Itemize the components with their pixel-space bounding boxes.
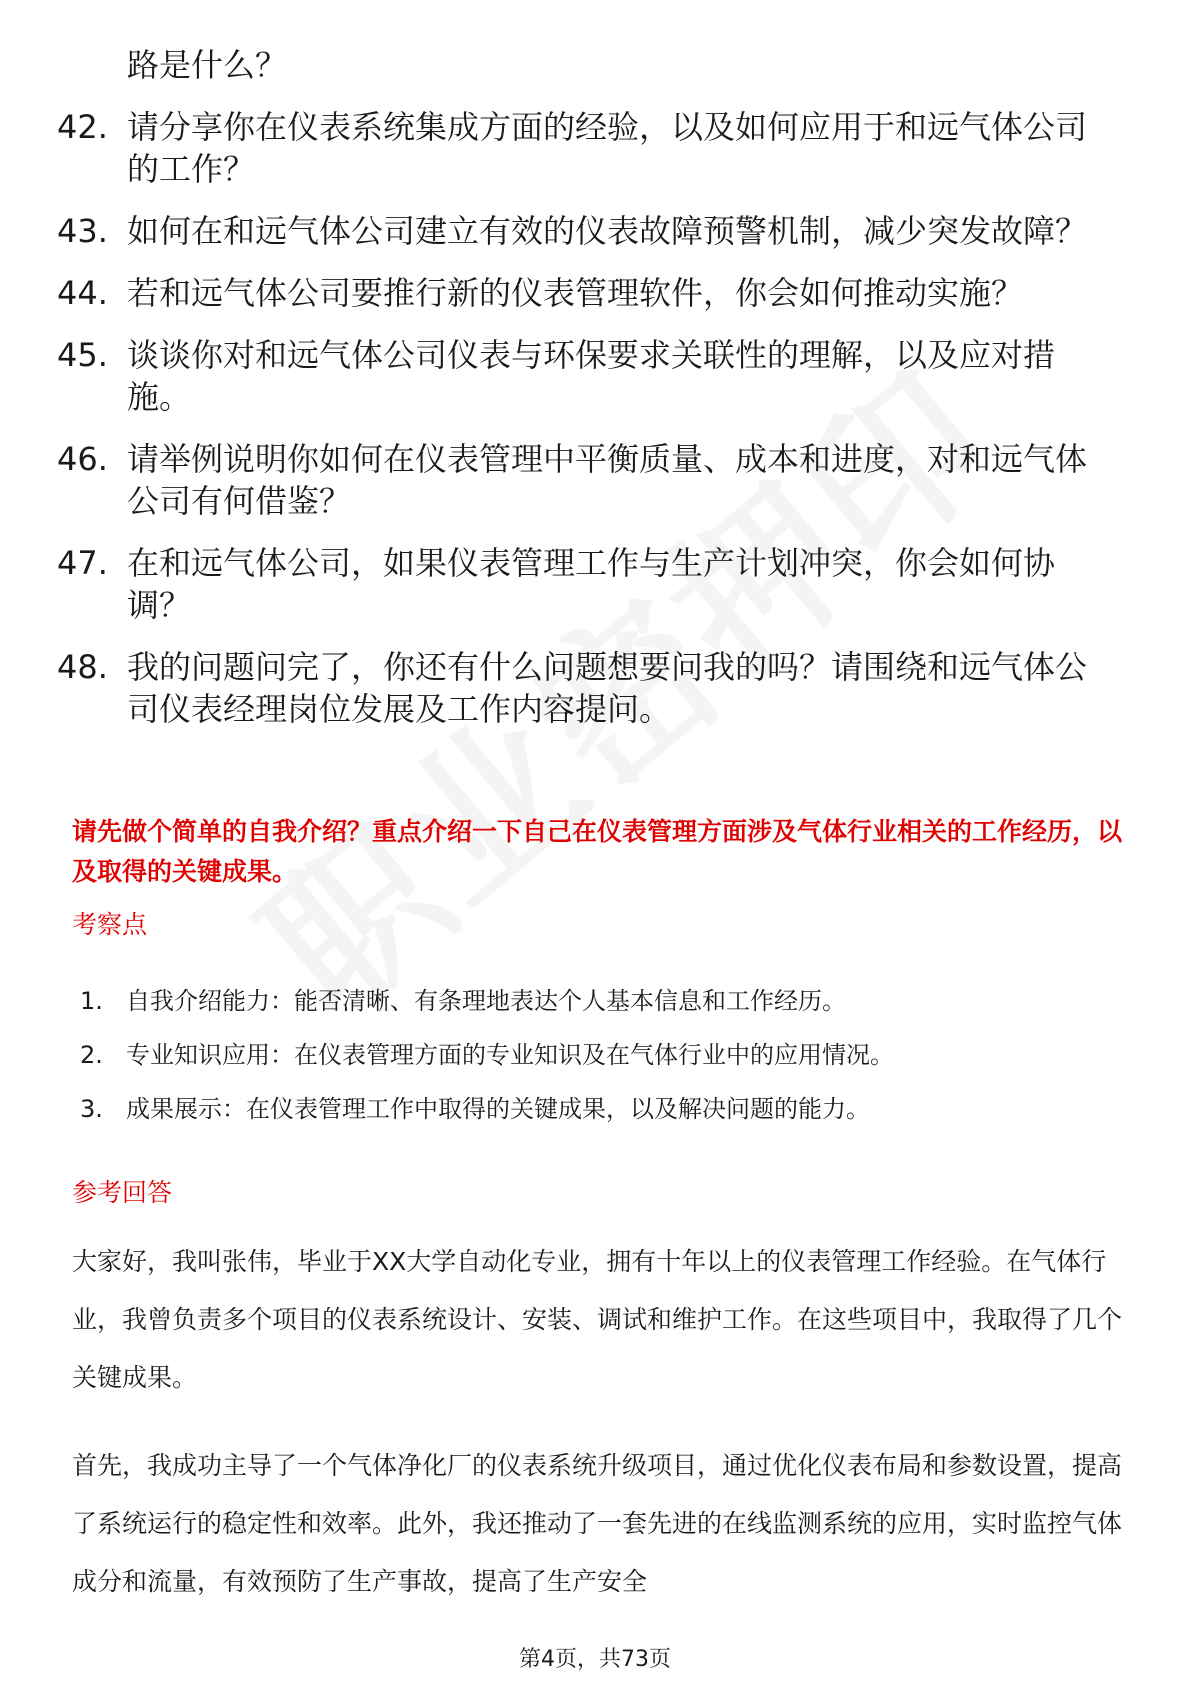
question-number: 47. bbox=[57, 544, 108, 582]
page-footer: 第4页，共73页 bbox=[519, 1647, 671, 1672]
list-item bbox=[80, 985, 1120, 1017]
list-item bbox=[57, 44, 1117, 86]
question-number: 45. bbox=[57, 336, 108, 374]
answer-paragraph: 大家好，我叫张伟，毕业于XX大学自动化专业，拥有十年以上的仪表管理工作经验。在气体行业，我曾负责多个项目的仪表系统设计、安装、调试和维护工作。在这些项目中，我取得了几个关键成果。 bbox=[72, 1247, 1123, 1392]
point-number: 2. bbox=[80, 1041, 103, 1069]
featured-question: 请先做个简单的自我介绍？重点介绍一下自己在仪表管理方面涉及气体行业相关的工作经历，以及取得的关键成果。 bbox=[72, 817, 1123, 886]
list-item bbox=[57, 106, 1117, 190]
question-text: 在和远气体公司，如果仪表管理工作与生产计划冲突，你会如何协调？ bbox=[127, 544, 1056, 624]
question-text: 路是什么？ bbox=[127, 46, 288, 84]
question-text: 我的问题问完了，你还有什么问题想要问我的吗？请围绕和远气体公司仪表经理岗位发展及工作内容提问。 bbox=[127, 648, 1088, 728]
point-number: 3. bbox=[80, 1095, 103, 1123]
reference-heading: 参考回答 bbox=[72, 1178, 173, 1207]
question-number: 43. bbox=[57, 212, 108, 250]
list-item bbox=[57, 272, 1117, 314]
point-text: 成果展示：在仪表管理工作中取得的关键成果，以及解决问题的能力。 bbox=[126, 1095, 870, 1123]
question-number: 48. bbox=[57, 648, 108, 686]
list-item bbox=[80, 1093, 1120, 1125]
question-text: 请举例说明你如何在仪表管理中平衡质量、成本和进度，对和远气体公司有何借鉴？ bbox=[127, 440, 1088, 520]
list-item bbox=[80, 1039, 1120, 1071]
question-number: 42. bbox=[57, 108, 108, 146]
answer-paragraph: 首先，我成功主导了一个气体净化厂的仪表系统升级项目，通过优化仪表布局和参数设置，提高了系统运行的稳定性和效率。此外，我还推动了一套先进的在线监测系统的应用，实时监控气体成分和流量，有效预防了生产事故，提高了生产安全 bbox=[72, 1451, 1123, 1596]
question-text: 谈谈你对和远气体公司仪表与环保要求关联性的理解，以及应对措施。 bbox=[127, 336, 1056, 416]
question-text: 请分享你在仪表系统集成方面的经验，以及如何应用于和远气体公司的工作？ bbox=[127, 108, 1088, 188]
point-number: 1. bbox=[80, 987, 103, 1015]
question-number: 44. bbox=[57, 274, 108, 312]
list-item bbox=[57, 646, 1117, 730]
list-item bbox=[57, 334, 1117, 418]
assessment-points bbox=[80, 985, 1120, 1147]
question-text: 若和远气体公司要推行新的仪表管理软件，你会如何推动实施？ bbox=[127, 274, 1024, 312]
question-text: 如何在和远气体公司建立有效的仪表故障预警机制，减少突发故障？ bbox=[127, 212, 1088, 250]
point-text: 自我介绍能力：能否清晰、有条理地表达个人基本信息和工作经历。 bbox=[126, 987, 846, 1015]
list-item bbox=[57, 210, 1117, 252]
question-list bbox=[57, 44, 1117, 750]
question-number: 46. bbox=[57, 440, 108, 478]
assessment-heading: 考察点 bbox=[72, 910, 148, 939]
point-text: 专业知识应用：在仪表管理方面的专业知识及在气体行业中的应用情况。 bbox=[126, 1041, 894, 1069]
question-number bbox=[57, 44, 127, 86]
list-item bbox=[57, 438, 1117, 522]
list-item bbox=[57, 542, 1117, 626]
